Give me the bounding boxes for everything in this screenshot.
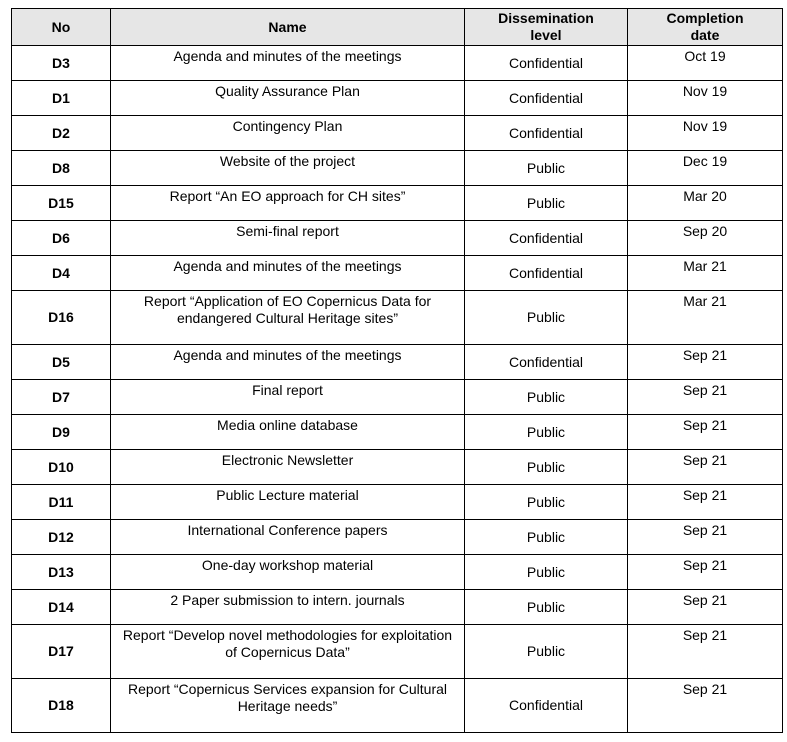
- cell-name: Website of the project: [111, 151, 465, 186]
- cell-date: Mar 21: [628, 291, 783, 345]
- header-dissemination-line2: level: [530, 27, 562, 43]
- cell-name: Media online database: [111, 415, 465, 450]
- cell-no: D9: [12, 415, 111, 450]
- table-row: [12, 555, 783, 590]
- cell-no: D17: [12, 625, 111, 679]
- cell-date: Nov 19: [628, 116, 783, 151]
- cell-name: Agenda and minutes of the meetings: [111, 256, 465, 291]
- table-row: [12, 590, 783, 625]
- cell-date: Sep 21: [628, 520, 783, 555]
- cell-date: Sep 21: [628, 345, 783, 380]
- table-row: [12, 81, 783, 116]
- cell-name: Report “An EO approach for CH sites”: [111, 186, 465, 221]
- cell-date: Nov 19: [628, 81, 783, 116]
- header-completion-line2: date: [690, 27, 720, 43]
- table-row: [12, 450, 783, 485]
- cell-date: Sep 21: [628, 590, 783, 625]
- cell-no: D15: [12, 186, 111, 221]
- table-row: [12, 186, 783, 221]
- cell-level: Public: [465, 415, 628, 450]
- cell-date: Mar 21: [628, 256, 783, 291]
- cell-date: Sep 21: [628, 415, 783, 450]
- cell-date: Dec 19: [628, 151, 783, 186]
- cell-level: Public: [465, 291, 628, 345]
- cell-level: Confidential: [465, 679, 628, 733]
- cell-name: 2 Paper submission to intern. journals: [111, 590, 465, 625]
- cell-level: Confidential: [465, 116, 628, 151]
- cell-date: Sep 21: [628, 625, 783, 679]
- cell-name: Public Lecture material: [111, 485, 465, 520]
- cell-level: Public: [465, 625, 628, 679]
- table-row: [12, 256, 783, 291]
- table-row: [12, 345, 783, 380]
- cell-no: D14: [12, 590, 111, 625]
- cell-no: D11: [12, 485, 111, 520]
- cell-name-line1: Report “Develop novel methodologies for exploitation: [122, 627, 453, 643]
- table-row: [12, 151, 783, 186]
- table-header: [12, 9, 783, 46]
- cell-name-line2: Heritage needs”: [237, 698, 338, 714]
- cell-level: Public: [465, 590, 628, 625]
- cell-level: Confidential: [465, 46, 628, 81]
- cell-no: D4: [12, 256, 111, 291]
- cell-name-line1: Report “Application of EO Copernicus Data for: [143, 293, 432, 309]
- header-completion-line1: Completion: [666, 10, 744, 26]
- cell-date: Oct 19: [628, 46, 783, 81]
- cell-level: Public: [465, 380, 628, 415]
- table-row: [12, 291, 783, 345]
- cell-level: Public: [465, 520, 628, 555]
- table-row: [12, 485, 783, 520]
- cell-name: Electronic Newsletter: [111, 450, 465, 485]
- table-row: [12, 625, 783, 679]
- cell-no: D12: [12, 520, 111, 555]
- cell-name: Final report: [111, 380, 465, 415]
- cell-name: [111, 291, 465, 345]
- cell-level: Public: [465, 555, 628, 590]
- cell-level: Public: [465, 485, 628, 520]
- cell-no: D6: [12, 221, 111, 256]
- cell-date: Sep 21: [628, 450, 783, 485]
- header-no: No: [12, 9, 111, 46]
- cell-no: D8: [12, 151, 111, 186]
- cell-level: Public: [465, 186, 628, 221]
- cell-no: D7: [12, 380, 111, 415]
- cell-name: Agenda and minutes of the meetings: [111, 345, 465, 380]
- cell-no: D18: [12, 679, 111, 733]
- cell-name: Semi-final report: [111, 221, 465, 256]
- cell-level: Public: [465, 450, 628, 485]
- cell-level: Confidential: [465, 81, 628, 116]
- cell-name: [111, 625, 465, 679]
- table-row: [12, 679, 783, 733]
- cell-date: Sep 21: [628, 555, 783, 590]
- cell-date: Mar 20: [628, 186, 783, 221]
- cell-date: Sep 21: [628, 380, 783, 415]
- cell-name: One-day workshop material: [111, 555, 465, 590]
- cell-name: Contingency Plan: [111, 116, 465, 151]
- cell-no: D10: [12, 450, 111, 485]
- cell-date: Sep 21: [628, 679, 783, 733]
- cell-no: D2: [12, 116, 111, 151]
- header-dissemination-line1: Dissemination: [498, 10, 594, 26]
- cell-level: Confidential: [465, 256, 628, 291]
- cell-name: International Conference papers: [111, 520, 465, 555]
- cell-no: D13: [12, 555, 111, 590]
- deliverables-table: [11, 8, 783, 733]
- header-completion-date: [628, 9, 783, 46]
- cell-date: Sep 21: [628, 485, 783, 520]
- cell-no: D3: [12, 46, 111, 81]
- table-row: [12, 46, 783, 81]
- cell-level: Confidential: [465, 345, 628, 380]
- table-row: [12, 415, 783, 450]
- table-body: [12, 46, 783, 733]
- table-row: [12, 520, 783, 555]
- table-row: [12, 380, 783, 415]
- cell-name: Agenda and minutes of the meetings: [111, 46, 465, 81]
- cell-no: D1: [12, 81, 111, 116]
- header-dissemination-level: [465, 9, 628, 46]
- cell-name-line2: of Copernicus Data”: [225, 644, 350, 660]
- header-row: [12, 9, 783, 46]
- table-row: [12, 116, 783, 151]
- cell-level: Public: [465, 151, 628, 186]
- header-name: Name: [111, 9, 465, 46]
- table-row: [12, 221, 783, 256]
- cell-no: D16: [12, 291, 111, 345]
- deliverables-table-container: [11, 8, 783, 733]
- cell-name-line2: endangered Cultural Heritage sites”: [176, 310, 398, 326]
- cell-level: Confidential: [465, 221, 628, 256]
- cell-name: [111, 679, 465, 733]
- cell-no: D5: [12, 345, 111, 380]
- cell-name-line1: Report “Copernicus Services expansion for Cultural: [127, 681, 448, 697]
- cell-date: Sep 20: [628, 221, 783, 256]
- cell-name: Quality Assurance Plan: [111, 81, 465, 116]
